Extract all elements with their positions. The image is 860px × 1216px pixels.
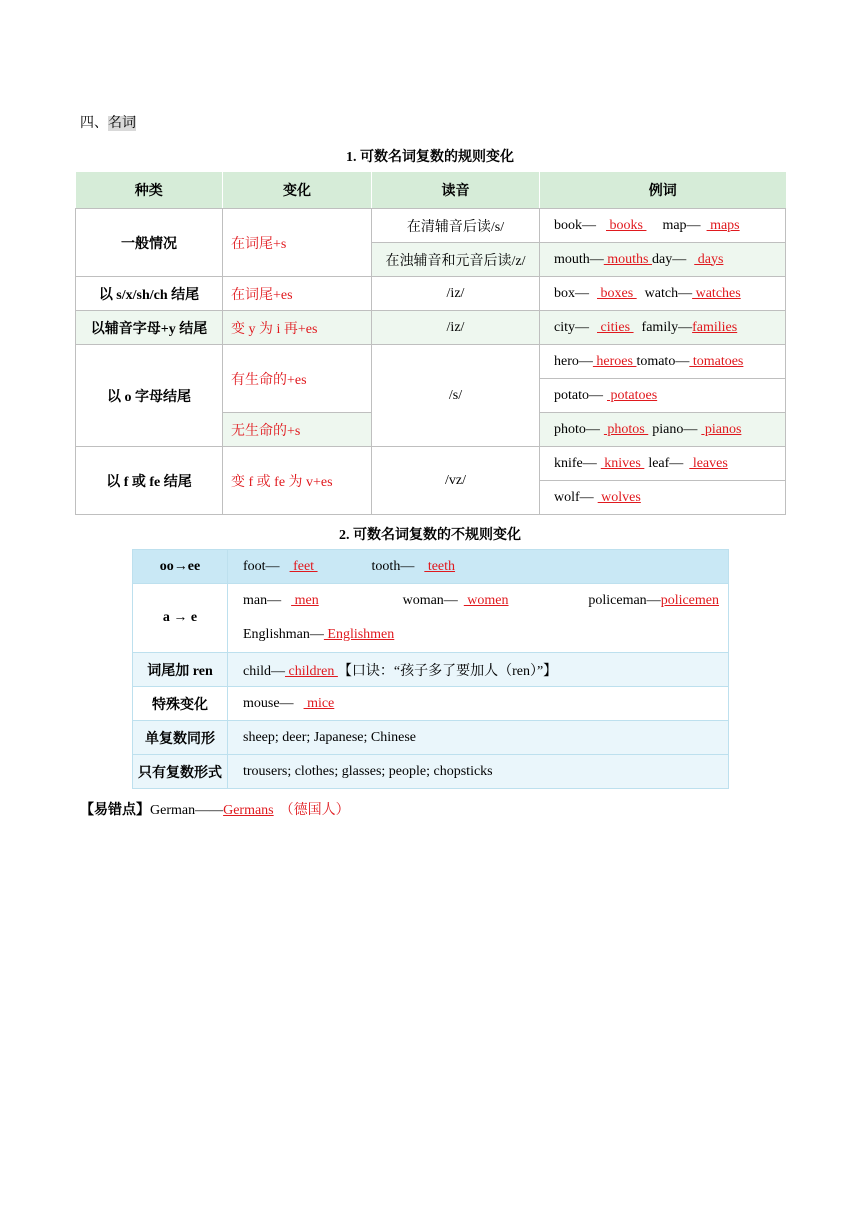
table-header-row [76, 172, 786, 209]
word: woman— [402, 593, 458, 608]
common-mistake-note [80, 799, 350, 819]
word: book— [554, 217, 596, 233]
table-row [133, 721, 729, 755]
change-cell: 变 f 或 fe 为 v+es [223, 447, 372, 515]
table-row [133, 755, 729, 789]
word: piano— [652, 421, 698, 437]
note-word: German—— [150, 803, 224, 818]
change-cell: 有生命的+es [223, 345, 372, 413]
pron-cell: /vz/ [372, 447, 540, 515]
answer: feet [289, 558, 318, 574]
type-cell: 以 o 字母结尾 [76, 345, 223, 447]
mnemonic: 【口诀：“孩子多了要加人（ren）”】 [337, 663, 558, 679]
header-change: 变化 [223, 172, 372, 209]
word: family— [641, 319, 693, 335]
regular-plural-table [75, 172, 786, 515]
change-cell: 变 y 为 i 再+es [223, 311, 372, 345]
example-cell [228, 584, 729, 653]
answer: policemen [660, 593, 719, 608]
word: box— [554, 285, 589, 301]
rule-cell: 特殊变化 [133, 687, 228, 721]
answer: pianos [701, 421, 742, 437]
answer: women [463, 593, 509, 608]
pron-cell: /iz/ [372, 311, 540, 345]
answer: books [606, 217, 647, 233]
table-row [76, 209, 786, 243]
header-type: 种类 [76, 172, 223, 209]
example-cell [540, 209, 786, 243]
word: watch— [644, 285, 693, 301]
note-label: 【易错点】 [80, 803, 150, 818]
table-row [76, 447, 786, 481]
type-cell: 以 s/x/sh/ch 结尾 [76, 277, 223, 311]
example-cell [228, 653, 729, 687]
word: child— [243, 663, 285, 679]
answer: knives [600, 455, 645, 471]
table-row [133, 687, 729, 721]
answer: maps [706, 217, 740, 233]
rule-cell: 单复数同形 [133, 721, 228, 755]
example-cell [228, 687, 729, 721]
word: tomato— [636, 353, 690, 369]
answer: mouths [603, 251, 653, 267]
word: Englishman— [243, 627, 324, 642]
word: man— [243, 593, 282, 608]
section-heading [80, 112, 136, 132]
example-cell [540, 311, 786, 345]
answer: photos [603, 421, 649, 437]
word: foot— [243, 558, 280, 574]
answer: Englishmen [323, 627, 395, 642]
answer: tomatoes [689, 353, 744, 369]
example-cell [540, 379, 786, 413]
example-cell: sheep; deer; Japanese; Chinese [228, 721, 729, 755]
answer: teeth [424, 558, 456, 574]
answer: potatoes [607, 387, 658, 403]
note-answer: Germans [223, 803, 274, 818]
change-cell: 在词尾+es [223, 277, 372, 311]
table1-title: 1. 可数名词复数的规则变化 [346, 150, 514, 165]
example-cell [540, 345, 786, 379]
type-cell: 以 f 或 fe 结尾 [76, 447, 223, 515]
word: potato— [554, 387, 603, 403]
example-cell [540, 277, 786, 311]
answer: leaves [689, 455, 728, 471]
header-examples: 例词 [540, 172, 786, 209]
table-row [76, 345, 786, 379]
table-row [133, 584, 729, 653]
section-number: 四、 [80, 116, 108, 131]
example-cell [540, 481, 786, 515]
note-meaning: （德国人） [279, 803, 350, 818]
example-cell [540, 243, 786, 277]
word: tooth— [371, 558, 415, 574]
answer: mice [303, 695, 335, 711]
rule-cell: oo→ee [133, 550, 228, 584]
answer: heroes [592, 353, 637, 369]
example-line [243, 618, 728, 652]
answer: wolves [597, 489, 641, 505]
pron-cell: /s/ [372, 345, 540, 447]
irregular-plural-table [132, 549, 729, 789]
header-pronunciation: 读音 [372, 172, 540, 209]
type-cell: 一般情况 [76, 209, 223, 277]
word: wolf— [554, 489, 594, 505]
word: knife— [554, 455, 597, 471]
example-cell [540, 413, 786, 447]
table-row [133, 550, 729, 584]
answer: watches [692, 285, 741, 301]
word: day— [652, 251, 687, 267]
word: mouse— [243, 695, 294, 711]
example-cell [228, 550, 729, 584]
table-row [133, 653, 729, 687]
rule-cell: 词尾加 ren [133, 653, 228, 687]
word: map— [662, 217, 701, 233]
table-row [76, 311, 786, 345]
word: hero— [554, 353, 593, 369]
rule-cell: a → e [133, 584, 228, 653]
change-cell: 在词尾+s [223, 209, 372, 277]
type-cell: 以辅音字母+y 结尾 [76, 311, 223, 345]
pair [403, 584, 515, 618]
answer: children [285, 663, 338, 679]
section-title: 名词 [108, 116, 136, 131]
answer: families [692, 319, 738, 335]
pair [243, 584, 329, 618]
word: mouth— [554, 251, 604, 267]
change-cell: 无生命的+s [223, 413, 372, 447]
rule-cell: 只有复数形式 [133, 755, 228, 789]
answer: days [694, 251, 724, 267]
pron-cell: 在清辅音后读/s/ [372, 209, 540, 243]
pair [588, 584, 719, 618]
example-line [243, 584, 728, 618]
example-cell: trousers; clothes; glasses; people; chopsticks [228, 755, 729, 789]
example-cell [540, 447, 786, 481]
word: policeman— [588, 593, 661, 608]
answer: cities [597, 319, 634, 335]
word: photo— [554, 421, 600, 437]
table2-title: 2. 可数名词复数的不规则变化 [339, 528, 521, 543]
pron-cell: 在浊辅音和元音后读/z/ [372, 243, 540, 277]
answer: boxes [597, 285, 637, 301]
table-row [76, 277, 786, 311]
word: leaf— [648, 455, 684, 471]
pron-cell: /iz/ [372, 277, 540, 311]
answer: men [291, 593, 319, 608]
word: city— [554, 319, 589, 335]
